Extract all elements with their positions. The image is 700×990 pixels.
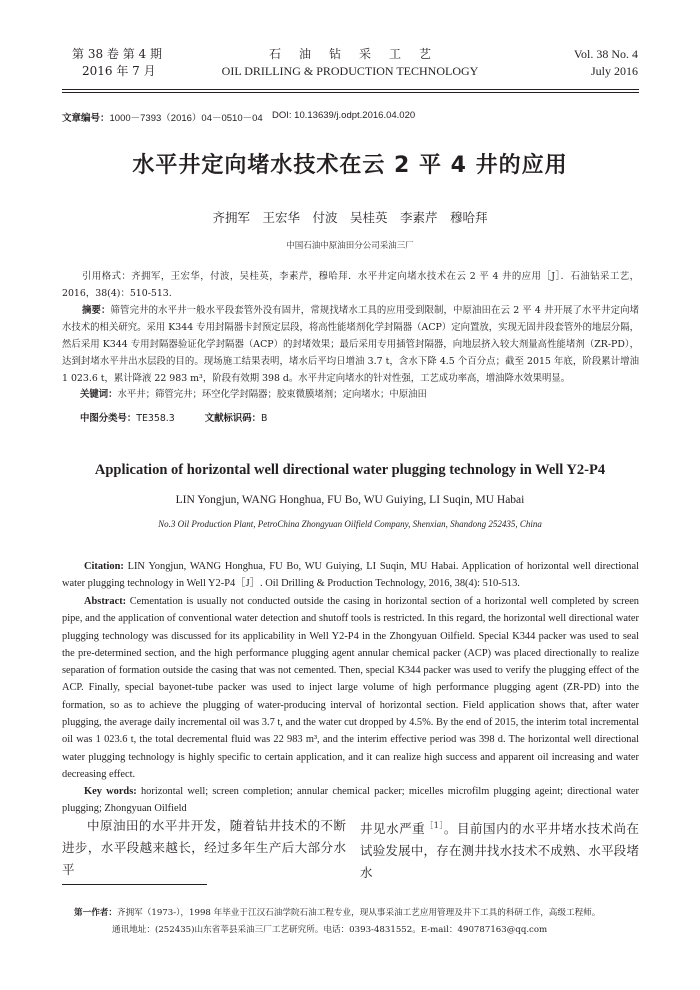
abstract-cn [62,302,639,387]
class-number: TE358.3 [136,413,175,424]
footnote [62,905,662,939]
english-abstract [62,593,639,783]
footnote-address: 通讯地址：(252435)山东省莘县采油三厂工艺研究所。电话：0393-4831552。E-mail：490787163@qq.com [112,925,548,935]
header-volume-cn [72,46,162,80]
body-right-text-a: 井见水严重 [360,821,426,837]
body-column-left: 中原油田的水平井开发，随着钻井技术的不断进步，水平段越来越长，经过多年生产后大部分水平 [62,818,346,877]
english-title: Application of horizontal well directional water plugging technology in Well Y2-P4 [94,462,606,478]
paper-title: 水平井定向堵水技术在云 2 平 4 井的应用 [132,153,568,178]
header-volume-en [574,46,638,80]
english-keywords [62,783,639,818]
citation-cn [62,268,639,302]
abstract-label: 摘要： [82,305,111,316]
header-rule-thick [62,89,639,90]
doc-code: B [261,413,268,424]
journal-name-cn: 石油钻采工艺 [268,47,449,61]
english-abstract-text: Cementation is usually not conducted outside the casing in horizontal section of a horizontal well completed by screen pipe, and the application of conventional water detection and shutoff tools is restricted. In this regard, the horizontal well directional water plugging technology was discussed for its applicability in Well Y2-P4 in the Zhongyuan Oilfield. Special K344 packer was used to seal the pre-determined section, and the high performance plugging agent annular chemical packer (ACP) was placed directionally to realize separation of formation outside the casing that was not cemented. Then, special K344 packer was used to verify the plugging effect of the ACP. Finally, special bayonet-tube packer was used to inject large volume of high performance plugging agent (ZR-PD) into the formation, so as to achieve the plugging of water-producing interval of horizontal section. Field application shows that, after water plugging, the average daily incremental oil was 3.7 t, and the water cut dropped by 4.5%. By the end of 2015, the interim total incremental oil was 1 023.6 t, the total decremental fluid was 22 983 m³, and the interim effective period was 398 d. The horizontal well directional water plugging technology is highly specific to certain application, and it can realize high success and apparent oil increasing and water decreasing effect. [62,596,639,780]
article-number-value: 1000－7393（2016）04－0510－04 [109,113,263,124]
citation-text: 齐拥军，王宏华，付波，吴桂英，李素芹，穆哈拜．水平井定向堵水技术在云 2 平 4 井的应用［J］．石油钻采工艺，2016，38(4)：510-513. [62,271,639,299]
journal-name-en: OIL DRILLING & PRODUCTION TECHNOLOGY [221,64,479,78]
english-authors: LIN Yongjun, WANG Honghua, FU Bo, WU Guiying, LI Suqin, MU Habai [175,494,525,506]
footnote-rule [62,884,207,885]
reference-marker: ［1］ [425,821,444,830]
english-citation-text: LIN Yongjun, WANG Honghua, FU Bo, WU Guiying, LI Suqin, MU Habai. Application of horizontal well directional water plugging technology in Well Y2-P4［J］. Oil Drilling & Production Technology, 2016, 38(4): 510-513. [62,561,639,590]
keywords-text: 水平井；筛管完井；环空化学封隔器；胶束微膜堵剂；定向堵水；中原油田 [117,389,427,400]
keywords-label: 关键词： [80,389,118,400]
english-citation-label: Citation: [84,561,124,572]
english-affiliation: No.3 Oil Production Plant, PetroChina Zhongyuan Oilfield Company, Shenxian, Shandong 252435, China [158,519,542,529]
affiliation: 中国石油中原油田分公司采油三厂 [286,241,414,251]
keywords-cn [80,386,427,400]
doi: DOI: 10.13639/j.odpt.2016.04.020 [272,110,416,121]
body-column-right [360,815,639,884]
date-cn: 2016 年 7 月 [82,64,156,78]
article-number-label: 文章编号： [62,113,110,124]
english-keywords-label: Key words: [84,786,137,797]
volume-issue-en: Vol. 38 No. 4 [573,47,638,61]
article-number [62,110,263,124]
english-keywords-text: horizontal well; screen completion; annular chemical packer; micelles microfilm plugging ageint; directional water plugging; Zhongyuan Oilfield [62,786,639,815]
english-citation [62,558,639,593]
classification [80,410,267,424]
class-label: 中图分类号： [80,413,137,424]
header-rule-thin [62,92,639,93]
english-abstract-label: Abstract: [84,596,127,607]
abstract-text: 筛管完井的水平井一般水平段套管外没有固井，常规找堵水工具的应用受到限制，中原油田在云 2 平 4 井开展了水平井定向堵水技术的相关研究。采用 K344 专用封隔器卡封预定层段，将高性能堵剂化学封隔器（ACP）定向置放，实现无固井段套管外的地层分隔，然后采用 K344 专用封隔器验证化学封隔器（ACP）的封堵效果；最后采用专用插管封隔器，向地层挤入较大剂量高性能堵剂（ZR-PD），达到封堵水平井出水层段的目的。现场施工结果表明，堵水后平均日增油 3.7 t，含水下降 4.5 个百分点；截至 2015 年底，阶段累计增油 1 023.6 t，累计降液 22 983 m³，阶段有效期 398 d。水平井定向堵水的针对性强，工艺成功率高，增油降水效果明显。 [62,305,639,384]
body-right-text-b: 。目前国内的水平井堵水技术尚在试验发展中，存在测井找水技术不成熟、水平段堵水 [360,821,639,881]
footnote-author: 齐拥军（1973-），1998 年毕业于江汉石油学院石油工程专业，现从事采油工艺应用管理及井下工具的科研工作，高级工程师。 [116,908,601,918]
volume-issue-cn: 第 38 卷 第 4 期 [72,47,162,61]
header-journal [200,46,500,80]
citation-label: 引用格式： [82,271,132,282]
date-en: July 2016 [590,64,638,78]
authors: 齐拥军 王宏华 付波 吴桂英 李素芹 穆哈拜 [212,210,488,225]
footnote-label: 第一作者： [74,908,117,918]
doc-code-label: 文献标识码： [204,413,262,424]
